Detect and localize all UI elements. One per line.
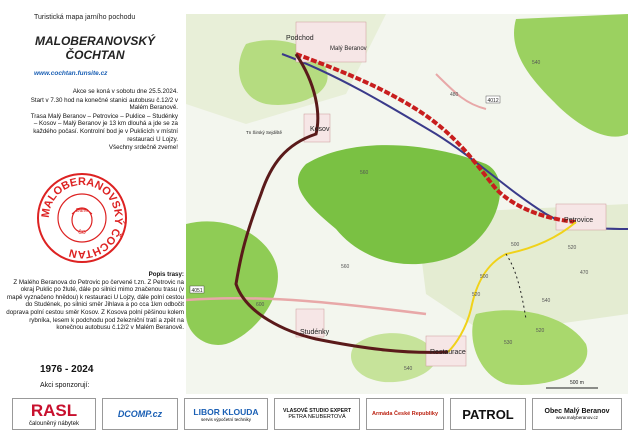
years-label: 1976 - 2024 xyxy=(40,364,94,375)
sponsor-patrol: PATROL xyxy=(450,398,526,430)
sponsors-label: Akci sponzorují: xyxy=(40,382,90,389)
subtitle: Turistická mapa jarního pochodu xyxy=(34,14,136,21)
scale-label: 500 m xyxy=(570,380,584,386)
website-link[interactable]: www.cochtan.funsite.cz xyxy=(34,70,108,77)
stamp-inner-bottom: ČO xyxy=(78,230,86,236)
title-line-2: ČOCHTAN xyxy=(65,48,125,62)
sponsor-klouda: LIBOR KLOUDA servis výpočetní techniky xyxy=(184,398,268,430)
label-petrovice: Petrovice xyxy=(564,217,594,224)
label-restaurace: Restaurace xyxy=(430,349,466,356)
sponsor-obec: Obec Malý Beranov www.malyberanov.cz xyxy=(532,398,622,430)
route-heading: Popis trasy: xyxy=(148,271,184,278)
elevation-label: 520 xyxy=(536,328,545,334)
elevation-label: 540 xyxy=(542,298,551,304)
elevation-label: 520 xyxy=(568,245,577,251)
route-description xyxy=(4,271,184,332)
elevation-label: 500 xyxy=(480,274,489,280)
elevation-label: 540 xyxy=(404,366,413,372)
info-route: Trasa Malý Beranov – Petrovice – Puklice – Studénky – Kosov – Malý Beranov je 13 km dlouhá a jde se za každého počasí. Kontrolní bod je v Puklicích v místní restauraci U Lojzy. xyxy=(30,112,178,143)
sponsor-army: Armáda České Republiky xyxy=(366,398,444,430)
page-title xyxy=(20,34,170,62)
stamp-ring-text: MALOBERANOVSKÝ ČOCHTAN xyxy=(39,175,125,261)
elevation-label: 480 xyxy=(450,92,459,98)
label-podchod: Podchod xyxy=(286,35,314,42)
sponsor-dcomp: DCOMP.cz xyxy=(102,398,178,430)
elevation-label: 470 xyxy=(580,270,589,276)
label-maly-beranov: Malý Beranov xyxy=(330,46,367,52)
elevation-label: 560 xyxy=(341,264,350,270)
info-invite: Všechny srdečně zveme! xyxy=(108,144,178,152)
label-sirsky: Tn Širský Sejdiště xyxy=(246,130,283,135)
sponsor-expert: VLASOVÉ STUDIO EXPERT PETRA NEUBERTOVÁ xyxy=(274,398,360,430)
elevation-label: 520 xyxy=(472,292,481,298)
label-kosov: Kosov xyxy=(310,126,330,133)
label-studenky: Studénky xyxy=(300,329,330,336)
info-panel xyxy=(0,0,190,400)
elevation-label: 600 xyxy=(256,302,265,308)
info-start: Start v 7.30 hod na konečné stanici autobusu č.12/2 v Malém Beranově. xyxy=(30,96,178,112)
route-map xyxy=(186,14,628,394)
elevation-label: 560 xyxy=(360,170,369,176)
event-stamp-logo xyxy=(32,168,132,268)
stamp-inner-top: Dáno xyxy=(76,208,88,214)
title-line-1: MALOBERANOVSKÝ xyxy=(34,34,155,48)
info-date: Akce se koná v sobotu dne 25.5.2024. xyxy=(72,88,178,95)
sponsor-strip xyxy=(8,396,626,432)
road-number: 4051 xyxy=(191,288,203,294)
route-text: Z Malého Beranova do Petrovic po červené t.zn. Z Petrovic na okraj Puklic po žluté, dále po silnici mimo značenou trasu (v mapě vyznačeno hnědou) k restauraci U Lojzy, dále polní cestou do Studének, po silnici směr Jihlava a po cca 1km odbočit doprava polní cestou směr Kosov. Z Kosova polní pěšinou kolem rybníka, lesem k podchodu pod železniční tratí a zpět na konečnou autobusu č.12/2 v Malém Beranově. xyxy=(6,278,184,332)
elevation-label: 530 xyxy=(504,340,513,346)
event-info xyxy=(26,88,178,153)
road-number: 4012 xyxy=(487,98,499,104)
elevation-label: 500 xyxy=(511,242,520,248)
sponsor-rasl: RASL čalouněný nábytek xyxy=(12,398,96,430)
elevation-label: 540 xyxy=(532,60,541,66)
